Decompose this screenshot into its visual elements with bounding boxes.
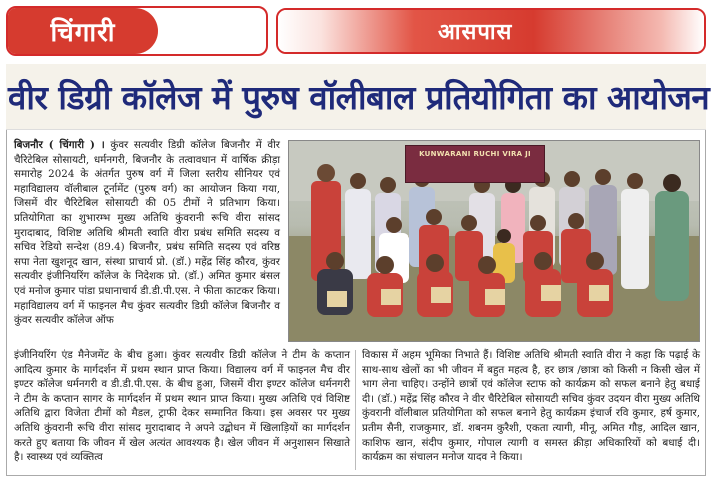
article-column-right — [362, 348, 700, 465]
event-banner-text: KUNWARANI RUCHI VIRA JI — [419, 150, 531, 158]
masthead — [0, 0, 712, 62]
article-column-left — [14, 138, 280, 328]
brand-logo — [6, 6, 268, 56]
section-label: आसपास — [438, 20, 513, 45]
column-divider — [355, 350, 356, 470]
article-dateline: बिजनौर ( चिंगारी ) । — [14, 139, 105, 151]
section-strip — [276, 8, 706, 54]
article-text-left: कुंवर सत्यवीर डिग्री कॉलेज बिजनौर में वीर चैरिटेबिल सोसायटी, धर्मनगरी, बिजनौर के तत्वावधान में वार्षिक क्रीड़ा समारोह 2024 के अंतर्गत पुरुष वर्ग में जिला स्तरीय सीनियर एवं महाविद्यालय वॉलीबाल टूर्नामेंट (पुरुष वर्ग) का आयोजन किया गया, जिसमें वीर चैरिटेबिल सोसायटी की 05 टीमों ने प्रतिभाग किया। प्रतियोगिता का शुभारम्भ मुख्य अतिथि कुंवरानी रूचि वीरा सांसद मुरादाबाद, विशिष्ट अतिथि श्रीमती स्वाति वीरा प्रबंध समिति सदस्य व सचिव रेडियो सन्देश (89.4) बिजनौर, प्रबंध समिति सदस्य एवं वरिष्ठ सपा नेता खुशनूद खान, संस्था प्राचार्य प्रो. (डॉ.) महेंद्र सिंह कौरव, कुंवर सत्यवीर इंजीनियरिंग कॉलेज के निदेशक प्रो. (डॉ.) अमित कुमार बंसल एवं मनोज कुमार पांडा प्रधानाचार्य डी.डी.पी.एस. ने फीता काटकर किया। महाविद्यालय वर्ग में फाइनल मैच कुंवर सत्यवीर डिग्री कॉलेज बिजनौर व कुंवर सत्यवीर कॉलेज ऑफ — [14, 139, 280, 327]
brand-title: चिंगारी — [50, 18, 116, 48]
event-banner — [405, 145, 545, 183]
article-text-right: विकास में अहम भूमिका निभाते हैं। विशिष्ट अतिथि श्रीमती स्वाति वीरा ने कहा कि पढ़ाई के साथ-साथ खेलों का भी जीवन में बहुत महत्व है, हर छात्र /छात्रा को किसी न किसी खेल में भाग लेना चाहिए। उन्होंने छात्रों एवं कॉलेज स्टाफ को कार्यक्रम को सफल बनाने हेतु बधाई दी। (डॉ.) महेंद्र सिंह कौरव ने वीर चैरिटेबिल सोसायटी सचिव कुंवर उदयन वीरा मुख्य अतिथि कुंवरानी वॉलीबाल प्रतियोगिता को सफल बनाने हेतु कार्यक्रम इंचार्ज रवि कुमार, हर्ष कुमार, प्रतीम सैनी, राजकुमार, डॉ. शबनम कुरैशी, एकता त्यागी, मीनू, अमित गौड़, आदिल खान, काशिफ खान, संदीप कुमार, गोपाल त्यागी व समस्त क्रीड़ा अधिकारियों को बधाई दी। कार्यक्रम का संचालन मनोज यादव ने किया। — [362, 349, 700, 464]
article-text-bottom-left: इंजीनियरिंग एंड मैनेजमेंट के बीच हुआ। कुंवर सत्यवीर डिग्री कॉलेज ने टीम के कप्तान आदित्य कुमार के मार्गदर्शन में प्रथम स्थान प्राप्त किया। विद्यालय वर्ग में फाइनल मैच वीर इण्टर कॉलेज धर्मनगरी व डी.डी.पी.एस. के बीच हुआ, जिसमें वीरा इण्टर कॉलेज धर्मनगरी ने टीम के कप्तान सागर के मार्गदर्शन में प्रथम स्थान प्राप्त किया। मुख्य अतिथि एवं विशिष्ट अतिथि द्वारा विजेता टीमों को मैडल, ट्राफी देकर सम्मानित किया। इस अवसर पर मुख्य अतिथि कुंवरानी रूचि वीरा सांसद मुरादाबाद ने अपने उद्बोधन में खिलाड़ियों का मार्गदर्शन करते हुए बताया कि जीवन में खेल अत्यंत आवश्यक है। खेल जीवन में अनुशासन सिखाते है। स्वास्थ्य एवं व्यक्तित्व — [14, 349, 350, 464]
article-headline: वीर डिग्री कॉलेज में पुरुष वॉलीबाल प्रतियोगिता का आयोजन — [8, 78, 710, 117]
article-column-bottom-left — [14, 348, 350, 465]
team-photo — [288, 140, 700, 342]
brand-logo-block — [8, 8, 158, 54]
